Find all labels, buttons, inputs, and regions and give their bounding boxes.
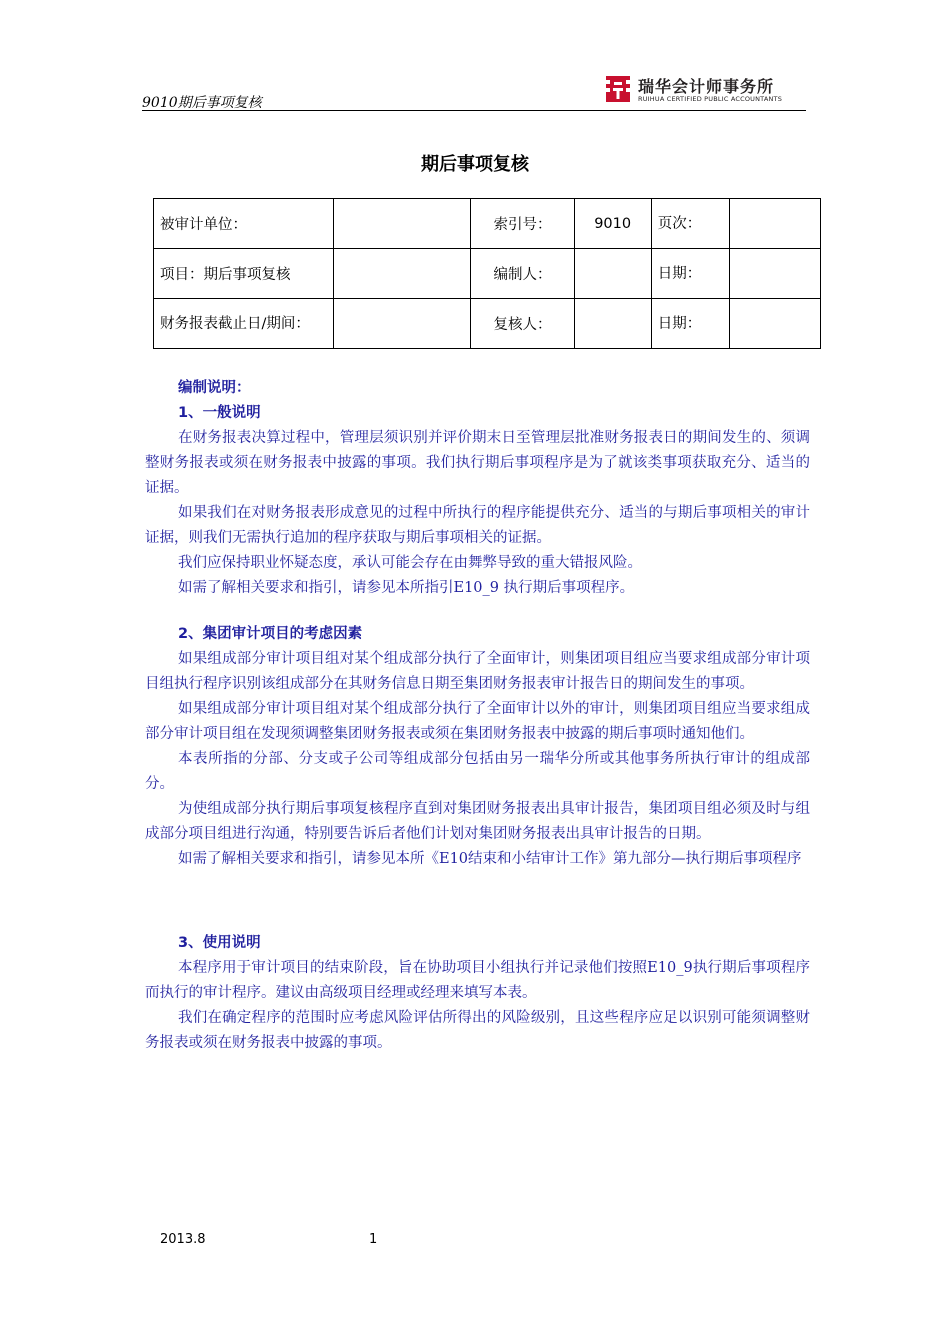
paragraph: 在财务报表决算过程中，管理层须识别并评价期末日至管理层批准财务报表日的期间发生的、须调整财务报表或须在财务报表中披露的事项。我们执行期后事项程序是为了就该类事项获取充分、适当的证据。 xyxy=(145,430,810,496)
paragraph: 我们应保持职业怀疑态度，承认可能会存在由舞弊导致的重大错报风险。 xyxy=(178,555,642,571)
section-title-usage: 3、使用说明 xyxy=(178,935,261,951)
firm-logo-icon xyxy=(604,74,632,104)
section-title-general: 1、一般说明 xyxy=(178,405,261,421)
preparation-notes xyxy=(145,376,810,1056)
value-reviewer[interactable] xyxy=(574,299,651,349)
paragraph: 本程序用于审计项目的结束阶段，旨在协助项目小组执行并记录他们按照E10_9执行期后事项程序而执行的审计程序。建议由高级项目经理或经理来填写本表。 xyxy=(145,960,810,1001)
section-title-group-audit: 2、集团审计项目的考虑因素 xyxy=(178,626,363,642)
table-row xyxy=(154,249,821,299)
label-reviewer: 复核人： xyxy=(471,299,574,349)
label-audited-entity: 被审计单位： xyxy=(154,199,334,249)
spacer xyxy=(145,872,810,931)
notes-heading: 编制说明： xyxy=(178,380,251,396)
value-report-period[interactable] xyxy=(334,299,471,349)
label-report-period: 财务报表截止日/期间： xyxy=(154,299,334,349)
table-row xyxy=(154,299,821,349)
value-prepare-date[interactable] xyxy=(729,249,820,299)
value-project[interactable] xyxy=(334,249,471,299)
label-prepare-date: 日期： xyxy=(651,249,729,299)
label-preparer: 编制人： xyxy=(471,249,574,299)
label-page-no: 页次： xyxy=(651,199,729,249)
firm-name-cn: 瑞华会计师事务所 xyxy=(638,77,775,96)
value-review-date[interactable] xyxy=(729,299,820,349)
info-table xyxy=(153,198,821,349)
paragraph: 我们在确定程序的范围时应考虑风险评估所得出的风险级别，且这些程序应足以识别可能须调整财务报表或须在财务报表中披露的事项。 xyxy=(145,1010,810,1051)
paragraph: 如需了解相关要求和指引，请参见本所《E10结束和小结审计工作》第九部分—执行期后事项程序 xyxy=(178,851,802,867)
label-project: 项目：期后事项复核 xyxy=(154,249,334,299)
paragraph: 如果组成部分审计项目组对某个组成部分执行了全面审计，则集团项目组应当要求组成部分审计项目组执行程序识别该组成部分在其财务信息日期至集团财务报表审计报告日的期间发生的事项。 xyxy=(145,651,810,692)
header-doc-title: 9010期后事项复核 xyxy=(142,95,262,111)
value-audited-entity[interactable] xyxy=(334,199,471,249)
spacer xyxy=(145,601,810,622)
footer-page-number: 1 xyxy=(369,1232,378,1247)
paragraph: 为使组成部分执行期后事项复核程序直到对集团财务报表出具审计报告，集团项目组必须及时与组成部分项目组进行沟通，特别要告诉后者他们计划对集团财务报表出具审计报告的日期。 xyxy=(145,801,810,842)
paragraph: 本表所指的分部、分支或子公司等组成部分包括由另一瑞华分所或其他事务所执行审计的组成部分。 xyxy=(145,751,810,792)
header-divider xyxy=(142,110,806,111)
firm-name-en: RUIHUA CERTIFIED PUBLIC ACCOUNTANTS xyxy=(638,95,783,103)
paragraph: 如果组成部分审计项目组对某个组成部分执行了全面审计以外的审计，则集团项目组应当要求组成部分审计项目组在发现须调整集团财务报表或须在集团财务报表中披露的期后事项时通知他们。 xyxy=(145,701,810,742)
paragraph: 如需了解相关要求和指引，请参见本所指引E10_9 执行期后事项程序。 xyxy=(178,580,635,596)
value-page-no[interactable] xyxy=(729,199,820,249)
footer-date: 2013.8 xyxy=(160,1232,206,1247)
label-review-date: 日期： xyxy=(651,299,729,349)
label-index-no: 索引号： xyxy=(471,199,574,249)
value-index-no: 9010 xyxy=(574,199,651,249)
value-preparer[interactable] xyxy=(574,249,651,299)
table-row xyxy=(154,199,821,249)
page-title: 期后事项复核 xyxy=(421,154,529,175)
paragraph: 如果我们在对财务报表形成意见的过程中所执行的程序能提供充分、适当的与期后事项相关的审计证据，则我们无需执行追加的程序获取与期后事项相关的证据。 xyxy=(145,505,810,546)
